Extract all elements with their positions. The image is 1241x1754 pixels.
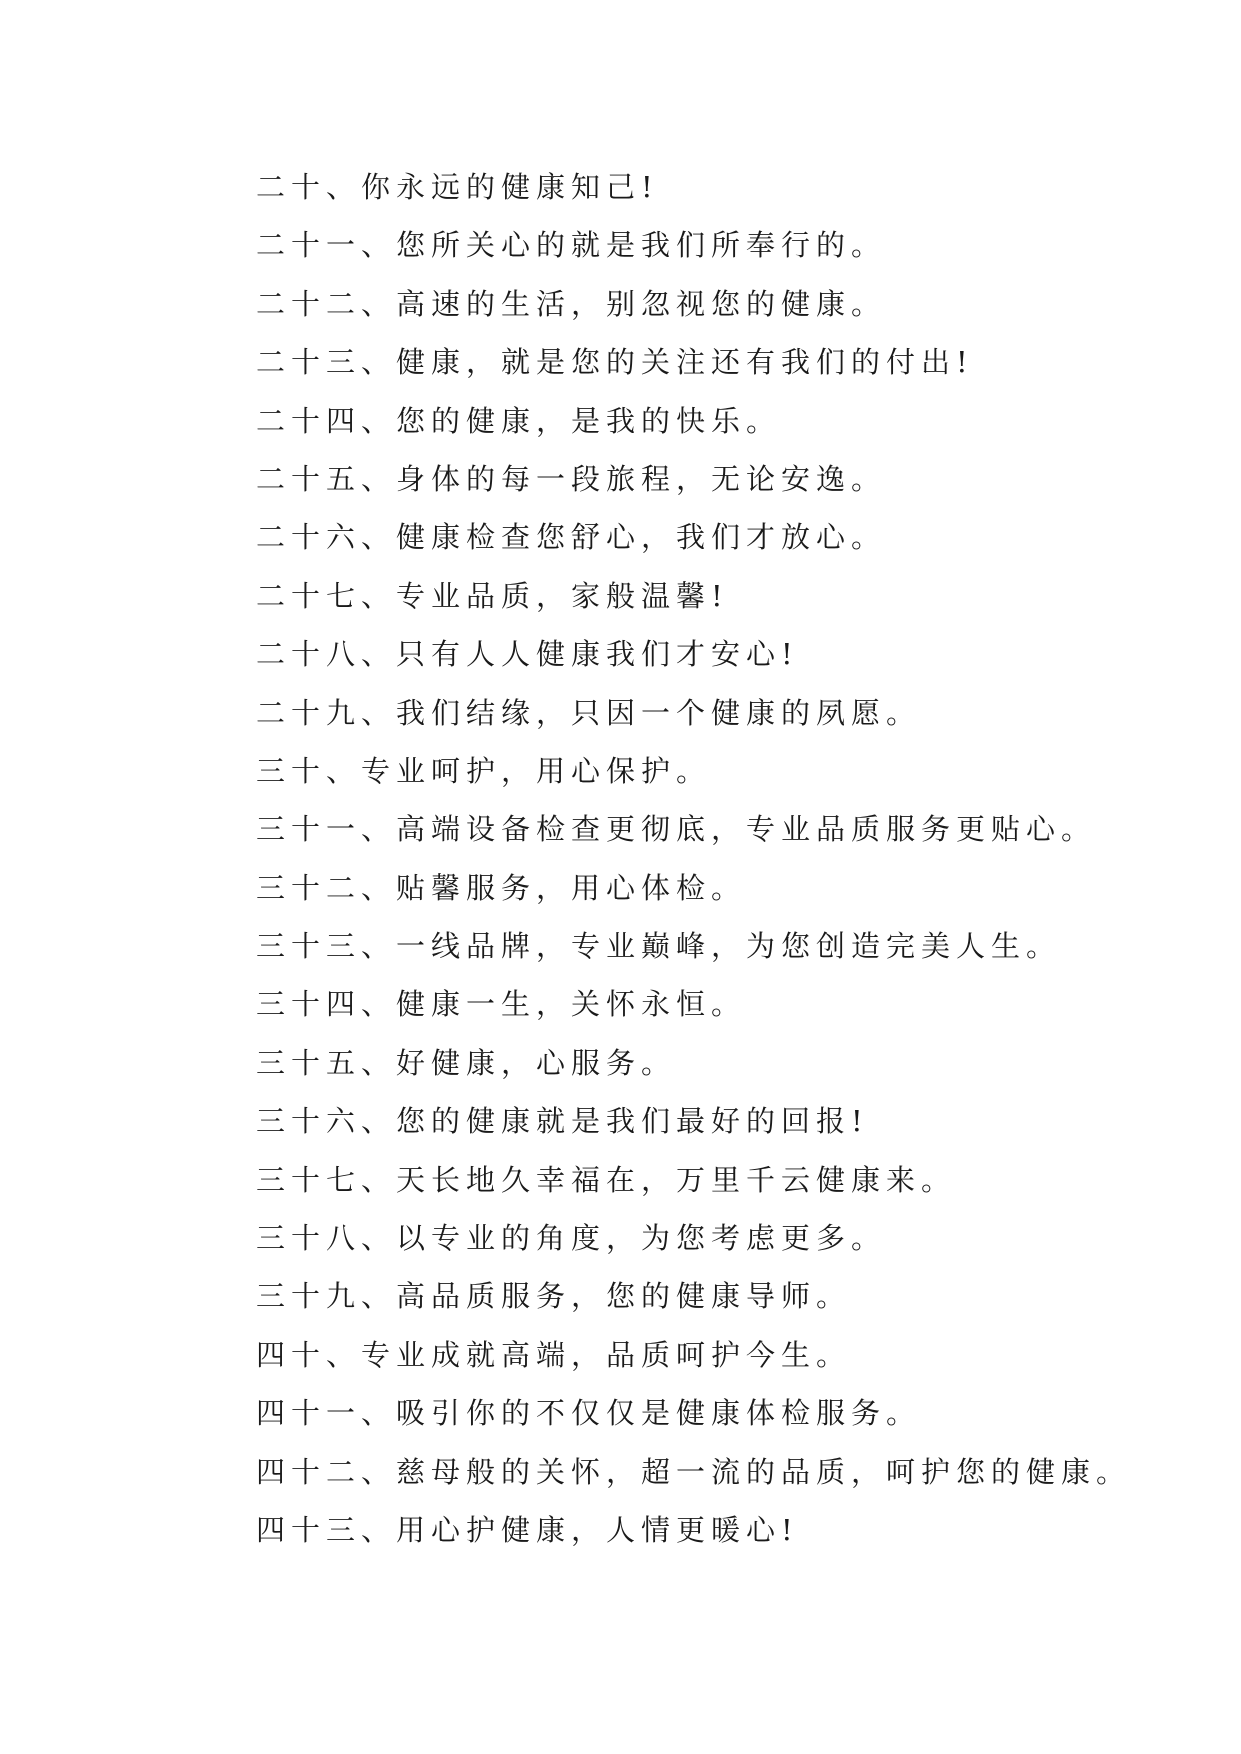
slogan-line: 四十、专业成就高端，品质呵护今生。 [256,1337,852,1372]
slogan-line: 三十五、好健康，心服务。 [256,1045,677,1080]
slogan-line: 二十五、身体的每一段旅程，无论安逸。 [256,461,887,496]
slogan-line: 二十九、我们结缘，只因一个健康的夙愿。 [256,695,922,730]
slogan-line: 二十七、专业品质，家般温馨! [256,578,729,613]
slogan-list [256,158,1156,1559]
slogan-line: 二十二、高速的生活，别忽视您的健康。 [256,286,887,321]
slogan-line: 三十八、以专业的角度，为您考虑更多。 [256,1221,887,1256]
slogan-line: 四十二、慈母般的关怀，超一流的品质，呵护您的健康。 [256,1454,1132,1489]
slogan-line: 三十一、高端设备检查更彻底，专业品质服务更贴心。 [256,812,1097,847]
slogan-line: 三十、专业呵护，用心保护。 [256,753,712,788]
slogan-line: 四十三、用心护健康，人情更暖心! [256,1512,799,1547]
slogan-line: 二十一、您所关心的就是我们所奉行的。 [256,228,887,263]
slogan-line: 四十一、吸引你的不仅仅是健康体检服务。 [256,1396,922,1431]
slogan-line: 二十八、只有人人健康我们才安心! [256,637,799,672]
slogan-line: 三十六、您的健康就是我们最好的回报! [256,1104,869,1139]
slogan-line: 二十、你永远的健康知己! [256,170,659,204]
slogan-line: 三十九、高品质服务，您的健康导师。 [256,1279,852,1314]
slogan-line: 三十四、健康一生，关怀永恒。 [256,987,747,1022]
slogan-line: 二十六、健康检查您舒心，我们才放心。 [256,520,887,555]
slogan-line: 三十七、天长地久幸福在，万里千云健康来。 [256,1162,957,1197]
slogan-line: 三十二、贴馨服务，用心体检。 [256,870,747,905]
slogan-line: 二十四、您的健康，是我的快乐。 [256,403,782,438]
slogan-line: 三十三、一线品牌，专业巅峰，为您创造完美人生。 [256,929,1062,964]
slogan-line: 二十三、健康，就是您的关注还有我们的付出! [256,345,974,380]
